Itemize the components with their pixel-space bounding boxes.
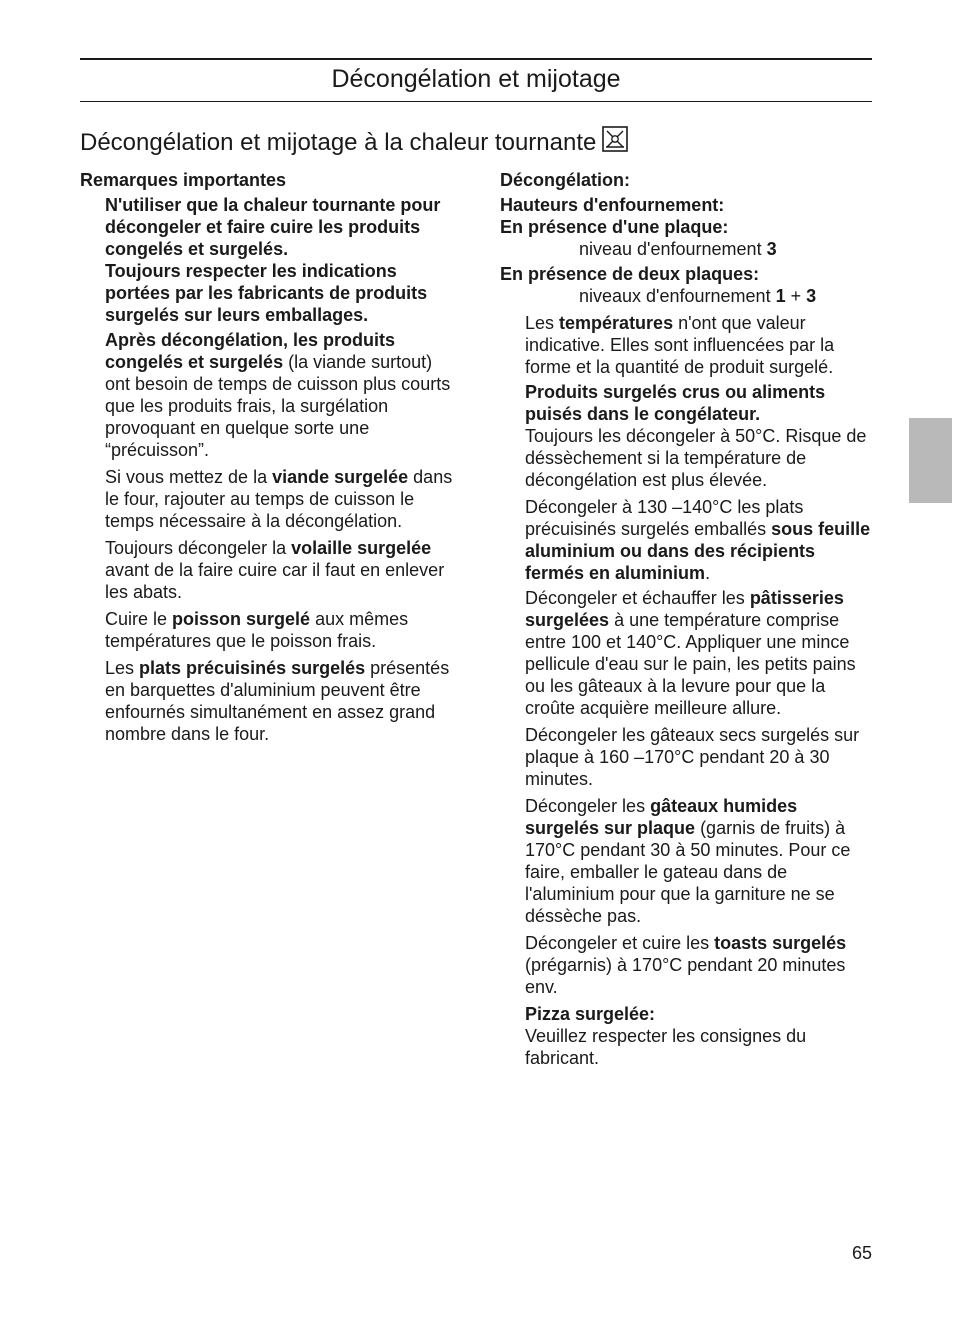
hot-air-fan-icon <box>602 126 628 161</box>
page-header-title: Décongélation et mijotage <box>331 65 621 93</box>
header-bottom-rule <box>80 101 872 102</box>
defrost-paragraph: Décongeler et échauffer les pâtisseries surgelées à une température comprise entre 100 et 140°C. Appliquer une mince pellicule d'eau sur le pain, les petits pains ou les gâteaux à la levure pour que la croûte acquière meilleure allure. <box>525 588 856 718</box>
note-paragraph: Cuire le poisson surgelé aux mêmes températures que le poisson frais. <box>105 609 409 651</box>
section-heading <box>80 126 628 161</box>
note-paragraph: N'utiliser que la chaleur tournante pour décongeler et faire cuire les produits congelés et surgelés. <box>105 195 441 259</box>
note-paragraph: Les plats précuisinés surgelés présentés en barquettes d'aluminium peuvent être enfournés simultanément en assez grand nombre dans le four. <box>105 658 450 744</box>
notes-heading: Remarques importantes <box>80 170 287 190</box>
defrost-paragraph: Pizza surgelée: Veuillez respecter les consignes du fabricant. <box>525 1004 807 1068</box>
defrost-heading: Décongélation: <box>500 170 631 190</box>
right-column <box>500 169 872 1069</box>
two-trays-label: En présence de deux plaques: <box>500 264 760 284</box>
note-paragraph: Après décongélation, les produits congelés et surgelés (la viande surtout) ont besoin de temps de cuisson plus courts que les produits frais, la surgélation provoquant en quelque sorte une “précuisson”. <box>105 330 451 460</box>
page-number: 65 <box>851 1243 872 1263</box>
left-column <box>80 169 455 745</box>
two-trays-levels: niveaux d'enfournement 1 + 3 <box>579 286 817 306</box>
note-paragraph: Si vous mettez de la viande surgelée dans le four, rajouter au temps de cuisson le temps nécessaire à la décongélation. <box>105 467 453 531</box>
defrost-paragraph: Décongeler les gâteaux humides surgelés sur plaque (garnis de fruits) à 170°C pendant 30 à 50 minutes. Pour ce faire, emballer le gateau dans de l'aluminium pour que la garniture ne se déssèche pas. <box>525 796 851 926</box>
defrost-paragraph: Produits surgelés crus ou aliments puisés dans le congélateur. Toujours les décongeler à 50°C. Risque de déssèchement si la température de décongélation est plus élevée. <box>525 382 867 490</box>
header-top-rule <box>80 58 872 60</box>
one-tray-label: En présence d'une plaque: <box>500 217 729 237</box>
section-heading-text: Décongélation et mijotage à la chaleur tournante <box>80 129 597 156</box>
defrost-paragraph: Les températures n'ont que valeur indicative. Elles sont influencées par la forme et la quantité de produit surgelé. <box>525 313 835 377</box>
defrost-paragraph: Décongeler les gâteaux secs surgelés sur plaque à 160 –170°C pendant 20 à 30 minutes. <box>525 725 860 789</box>
shelf-heading: Hauteurs d'enfournement: <box>500 195 725 215</box>
note-paragraph: Toujours respecter les indications portées par les fabricants de produits surgelés sur leurs emballages. <box>105 261 428 325</box>
defrost-paragraph: Décongeler à 130 –140°C les plats précuisinés surgelés emballés sous feuille aluminium ou dans des récipients fermés en aluminium. <box>525 497 871 583</box>
one-tray-level: niveau d'enfournement 3 <box>579 239 777 259</box>
note-paragraph: Toujours décongeler la volaille surgelée avant de la faire cuire car il faut en enlever les abats. <box>105 538 445 602</box>
defrost-paragraph: Décongeler et cuire les toasts surgelés (prégarnis) à 170°C pendant 20 minutes env. <box>525 933 847 997</box>
thumb-index-tab <box>909 418 952 503</box>
